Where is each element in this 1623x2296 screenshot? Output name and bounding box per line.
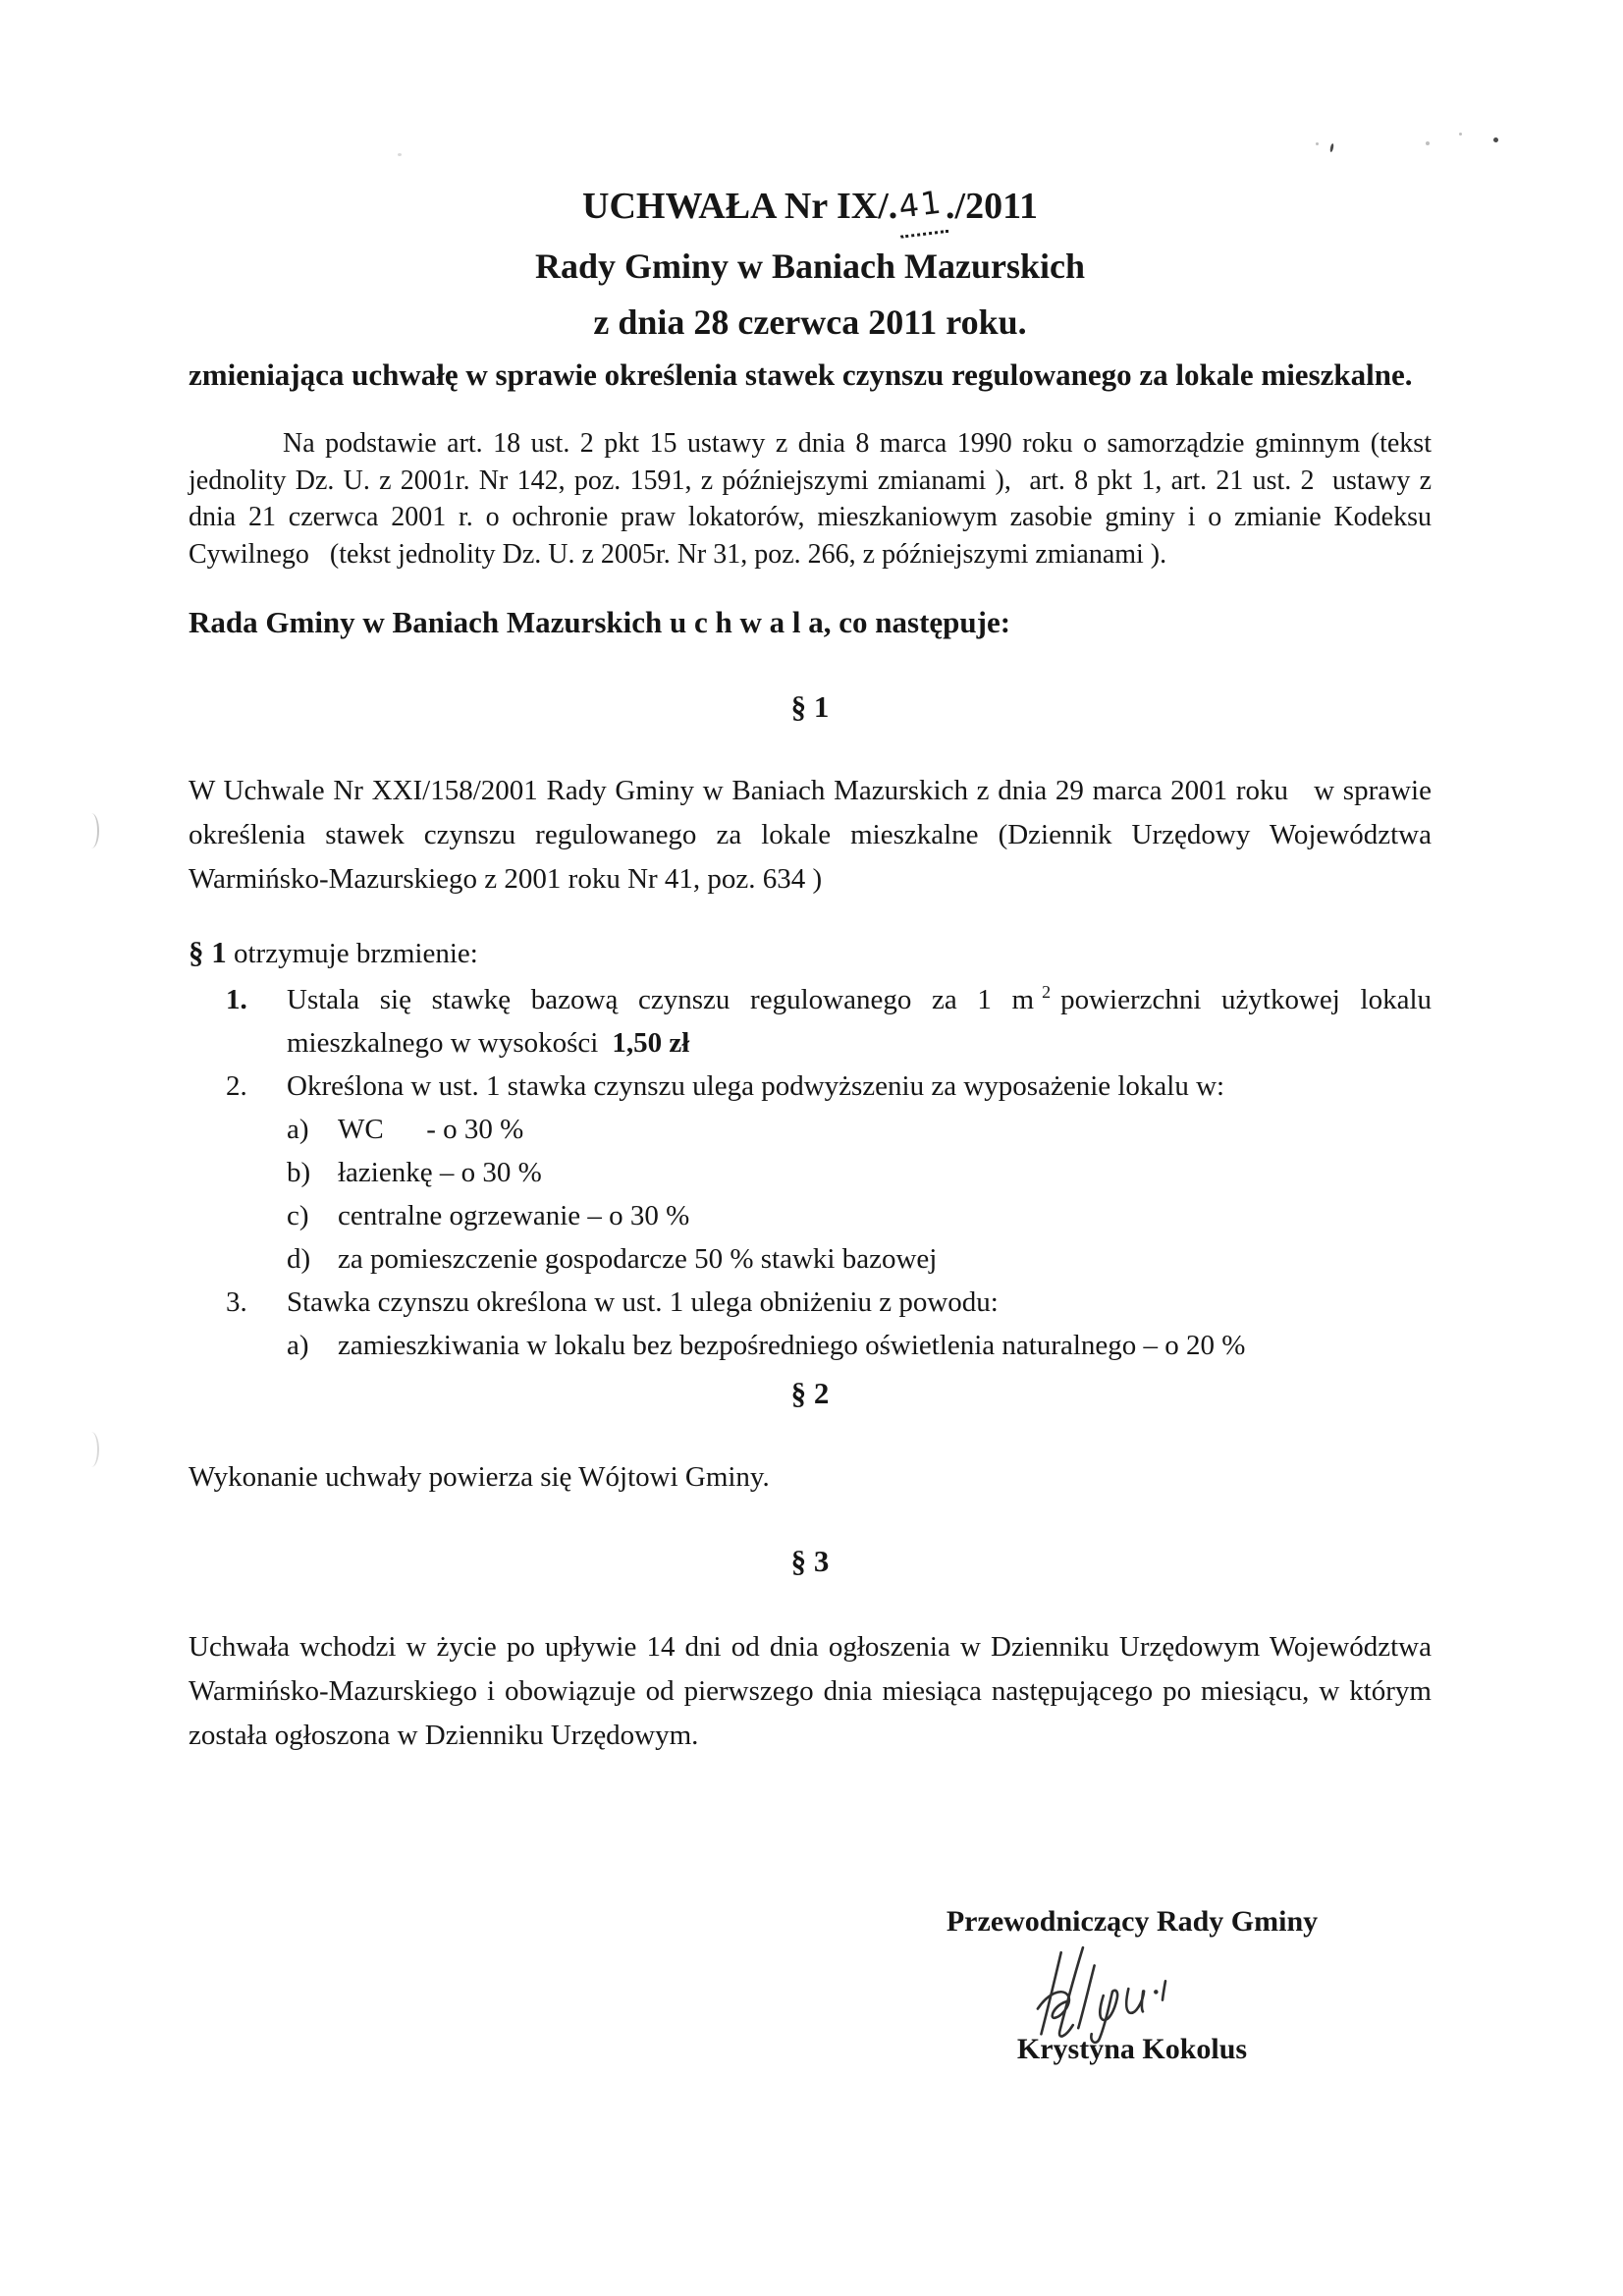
handwritten-signature <box>1006 1934 1219 2050</box>
title-suffix: ./2011 <box>946 186 1038 227</box>
section-1-intro-paragraph: W Uchwale Nr XXI/158/2001 Rady Gminy w Baniach Mazurskich z dnia 29 marca 2001 roku w sprawie określenia stawek czynszu regulowanego za lokale mieszkalne (Dziennik Urzędowy Województwa Warmińsko-Mazurskiego z 2001 roku Nr 41, poz. 634 ) <box>189 775 1432 895</box>
list-item-number: 2. <box>226 1070 247 1102</box>
sub-item-text: łazienkę – o 30 % <box>338 1157 542 1188</box>
list-item <box>189 978 1432 1065</box>
item1-text-before: Ustala się stawkę bazową czynszu regulowanego za 1 m <box>287 984 1035 1015</box>
signature-block <box>916 1901 1348 2070</box>
section-1-heading: § 1 <box>790 689 830 724</box>
sub-item-letter: d) <box>287 1243 311 1275</box>
item1-text-after: powierzchni użytkowej lokalu mieszkalnego w wysokości <box>287 984 1432 1059</box>
sub-item-text: WC - o 30 % <box>338 1114 524 1145</box>
sub-list-item <box>189 1108 1432 1151</box>
sub-item-letter: a) <box>287 1330 309 1361</box>
amendment-list <box>189 978 1432 1367</box>
list-item-text <box>287 978 1432 1065</box>
list-item-number: 3. <box>226 1286 247 1318</box>
sub-item-letter: a) <box>287 1114 309 1145</box>
sub-item-text: za pomieszczenie gospodarcze 50 % stawki bazowej <box>338 1243 938 1275</box>
signatory-name: Krystyna Kokolus <box>1016 2033 1248 2065</box>
handwritten-resolution-number: 41 <box>893 174 948 238</box>
resolution-subject: zmieniająca uchwałę w sprawie określenia stawek czynszu regulowanego za lokale mieszkalne. <box>189 357 1413 392</box>
legal-basis-paragraph: Na podstawie art. 18 ust. 2 pkt 15 ustawy z dnia 8 marca 1990 roku o samorządzie gminnym (tekst jednolity Dz. U. z 2001r. Nr 142, poz. 1591, z późniejszymi zmianami ), art. 8 pkt 1, art. 21 ust. 2 ustawy z dnia 21 czerwca 2001 r. o ochronie praw lokatorów, mieszkaniowym zasobie gminy i o zmianie Kodeksu Cywilnego (tekst jednolity Dz. U. z 2005r. Nr 31, poz. 266, z późniejszymi zmianami ). <box>189 428 1432 570</box>
square-meter-superscript: 2 <box>1042 982 1052 1003</box>
signatory-role: Przewodniczący Rady Gminy <box>946 1905 1319 1938</box>
amendment-lead-symbol: § 1 <box>189 935 227 969</box>
resolution-title-line1 <box>189 179 1432 239</box>
list-item-number: 1. <box>226 984 247 1015</box>
sub-list-item <box>189 1151 1432 1194</box>
sub-list-item <box>189 1324 1432 1367</box>
section-1-amendment-lead <box>189 930 1432 976</box>
sub-list-item <box>189 1194 1432 1237</box>
amendment-lead-text: otrzymuje brzmienie: <box>226 938 478 969</box>
sub-item-text: centralne ogrzewanie – o 30 % <box>338 1200 690 1231</box>
section-2-body: Wykonanie uchwały powierza się Wójtowi Gminy. <box>189 1461 770 1493</box>
list-item <box>189 1065 1432 1108</box>
list-item <box>189 1281 1432 1324</box>
section-3-body: Uchwała wchodzi w życie po upływie 14 dni od dnia ogłoszenia w Dzienniku Urzędowym Województwa Warmińsko-Mazurskiego i obowiązuje od pierwszego dnia miesiąca następującego po miesiącu, w którym została ogłoszona w Dzienniku Urzędowym. <box>189 1631 1432 1751</box>
enactment-clause: Rada Gminy w Baniach Mazurskich u c h w a l a, co następuje: <box>189 605 1011 639</box>
resolution-title-line3: z dnia 28 czerwca 2011 roku. <box>593 302 1027 342</box>
title-prefix: UCHWAŁA Nr IX/. <box>582 186 898 227</box>
sub-item-letter: b) <box>287 1157 311 1188</box>
resolution-title-line2: Rady Gminy w Baniach Mazurskich <box>534 246 1086 286</box>
list-item-text: Stawka czynszu określona w ust. 1 ulega obniżeniu z powodu: <box>287 1286 999 1318</box>
sub-list-item <box>189 1237 1432 1281</box>
section-3-heading: § 3 <box>790 1544 830 1578</box>
base-rate-value: 1,50 zł <box>612 1027 690 1059</box>
sub-item-text: zamieszkiwania w lokalu bez bezpośredniego oświetlenia naturalnego – o 20 % <box>338 1330 1246 1361</box>
sub-item-letter: c) <box>287 1200 309 1231</box>
list-item-text: Określona w ust. 1 stawka czynszu ulega podwyższeniu za wyposażenie lokalu w: <box>287 1070 1225 1102</box>
section-2-heading: § 2 <box>790 1376 830 1410</box>
